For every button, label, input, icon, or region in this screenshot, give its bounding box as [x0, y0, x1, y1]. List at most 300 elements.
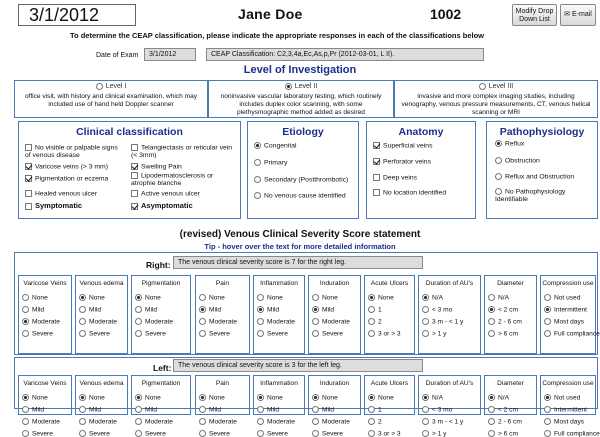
etiology-congenital[interactable] [254, 142, 297, 150]
left-radio[interactable] [257, 430, 264, 437]
clinical-c4b-checkbox[interactable] [131, 172, 138, 179]
anatomy-superficial-checkbox[interactable] [373, 142, 380, 149]
right-col-7-option[interactable] [422, 318, 463, 325]
etiology-primary-radio[interactable] [254, 159, 261, 166]
etiology-none[interactable] [254, 192, 346, 200]
left-radio[interactable] [488, 406, 495, 413]
right-radio[interactable] [422, 306, 429, 313]
left-radio[interactable] [312, 394, 319, 401]
option-label: Moderate [267, 418, 295, 426]
right-radio[interactable] [79, 294, 86, 301]
left-radio[interactable] [544, 418, 551, 425]
option-label: Severe [89, 430, 110, 437]
option-label: N/A [498, 394, 509, 402]
right-radio[interactable] [22, 318, 29, 325]
left-col-4-option[interactable] [257, 406, 279, 413]
option-label: Mild [89, 406, 102, 414]
left-radio[interactable] [135, 394, 142, 401]
right-col-2-option[interactable] [135, 330, 166, 337]
left-radio[interactable] [79, 406, 86, 413]
left-radio[interactable] [488, 418, 495, 425]
right-radio[interactable] [422, 330, 429, 337]
left-col-title: Venous edema [79, 380, 124, 387]
right-col-2-option[interactable] [135, 318, 173, 325]
option-label: < 3 mo [432, 306, 453, 314]
clinical-c5-label: Healed venous ulcer [35, 190, 97, 198]
asymptomatic-option[interactable] [131, 202, 193, 210]
left-radio[interactable] [22, 406, 29, 413]
right-radio[interactable] [488, 306, 495, 313]
asymptomatic-checkbox[interactable] [131, 203, 138, 210]
level-3-box[interactable] [394, 80, 598, 118]
modify-drop-down-button[interactable]: Modify Drop Down List [512, 4, 557, 26]
right-radio[interactable] [199, 294, 206, 301]
right-radio[interactable] [135, 306, 142, 313]
right-radio[interactable] [368, 330, 375, 337]
symptomatic-option[interactable] [25, 202, 82, 210]
right-radio[interactable] [368, 306, 375, 313]
anatomy-superficial[interactable] [373, 142, 433, 150]
left-col-9-option[interactable] [544, 406, 587, 413]
left-col-7-option[interactable] [422, 406, 452, 413]
right-col-0 [18, 275, 72, 354]
level-1-radio[interactable] [96, 83, 103, 90]
right-col-4 [253, 275, 305, 354]
right-radio[interactable] [422, 318, 429, 325]
exam-date-field[interactable]: 3/1/2012 [144, 48, 196, 61]
right-radio[interactable] [22, 306, 29, 313]
level-1-option[interactable] [15, 81, 207, 92]
anatomy-deep-label: Deep veins [383, 174, 418, 182]
left-radio[interactable] [22, 394, 29, 401]
right-radio[interactable] [199, 330, 206, 337]
right-col-9-option[interactable] [544, 306, 587, 313]
right-col-5-option[interactable] [312, 306, 334, 313]
clinical-c5[interactable] [25, 190, 97, 198]
left-radio[interactable] [79, 394, 86, 401]
right-col-1-option[interactable] [79, 318, 117, 325]
option-label: Moderate [32, 418, 60, 426]
option-label: Intermittent [554, 306, 587, 314]
option-label: 3 or > 3 [378, 330, 401, 338]
right-radio[interactable] [199, 306, 206, 313]
left-col-0-option[interactable] [22, 418, 60, 425]
patho-obstruction-label: Obstruction [505, 157, 540, 165]
clinical-c1[interactable] [131, 144, 239, 160]
left-radio[interactable] [422, 406, 429, 413]
right-radio[interactable] [488, 294, 495, 301]
right-radio[interactable] [199, 318, 206, 325]
left-radio[interactable] [79, 430, 86, 437]
left-col-5-option[interactable] [312, 394, 338, 401]
left-col-1-option[interactable] [79, 430, 110, 437]
right-radio[interactable] [257, 318, 264, 325]
right-col-9-option[interactable] [544, 318, 584, 325]
left-radio[interactable] [368, 406, 375, 413]
left-col-1-option[interactable] [79, 418, 117, 425]
clinical-c2-label: Varicose veins (> 3 mm) [35, 163, 108, 171]
left-col-8-option[interactable] [488, 406, 518, 413]
option-label: Moderate [145, 318, 173, 326]
option-label: 3 or > 3 [378, 430, 401, 437]
etiology-panel [247, 121, 359, 219]
patho-obstruction[interactable] [495, 157, 540, 165]
right-radio[interactable] [544, 318, 551, 325]
clinical-c6[interactable] [131, 190, 200, 198]
left-col-6-option[interactable] [368, 406, 382, 413]
option-label: Mild [267, 406, 280, 414]
anatomy-superficial-label: Superficial veins [383, 142, 433, 150]
patho-both-radio[interactable] [495, 173, 502, 180]
option-label: Moderate [145, 418, 173, 426]
etiology-secondary-label: Secondary (Postthrombotic) [264, 176, 349, 184]
left-col-8-option[interactable] [488, 394, 509, 401]
left-col-4-option[interactable] [257, 394, 283, 401]
option-label: Severe [145, 430, 166, 437]
left-col-8 [484, 375, 537, 437]
left-col-7-option[interactable] [422, 394, 443, 401]
etiology-congenital-radio[interactable] [254, 142, 261, 149]
right-col-7-option[interactable] [422, 330, 446, 337]
email-button[interactable] [560, 4, 596, 26]
left-radio[interactable] [257, 406, 264, 413]
left-radio[interactable] [199, 430, 206, 437]
right-col-6-option[interactable] [368, 330, 401, 337]
right-radio[interactable] [257, 306, 264, 313]
left-radio[interactable] [422, 418, 429, 425]
left-radio[interactable] [79, 418, 86, 425]
email-icon: ✉ [564, 11, 571, 18]
option-label: 1 [378, 406, 382, 414]
option-label: Mild [32, 406, 45, 414]
left-radio[interactable] [199, 418, 206, 425]
right-col-5-option[interactable] [312, 294, 338, 301]
option-label: Mild [209, 306, 222, 314]
right-radio[interactable] [22, 294, 29, 301]
clinical-c3[interactable] [131, 163, 182, 171]
left-col-5-option[interactable] [312, 406, 334, 413]
clinical-c0[interactable] [25, 144, 125, 160]
left-col-3 [195, 375, 250, 437]
patho-both-label: Reflux and Obstruction [505, 173, 575, 181]
left-radio[interactable] [422, 394, 429, 401]
patho-obstruction-radio[interactable] [495, 157, 502, 164]
left-radio[interactable] [22, 418, 29, 425]
left-radio[interactable] [135, 418, 142, 425]
left-col-7-option[interactable] [422, 430, 446, 437]
right-radio[interactable] [135, 294, 142, 301]
left-col-9 [540, 375, 600, 437]
level-1-box[interactable] [14, 80, 208, 118]
left-col-3-option[interactable] [199, 418, 237, 425]
left-col-4-option[interactable] [257, 418, 295, 425]
left-radio[interactable] [199, 394, 206, 401]
option-label: Moderate [209, 418, 237, 426]
right-radio[interactable] [312, 330, 319, 337]
clinical-c0-checkbox[interactable] [25, 144, 32, 151]
right-radio[interactable] [312, 318, 319, 325]
anatomy-deep-checkbox[interactable] [373, 174, 380, 181]
symptomatic-checkbox[interactable] [25, 203, 32, 210]
option-label: Moderate [89, 418, 117, 426]
right-col-3-option[interactable] [199, 306, 221, 313]
right-col-7-option[interactable] [422, 306, 452, 313]
right-col-1 [75, 275, 128, 354]
left-col-6-option[interactable] [368, 430, 401, 437]
left-radio[interactable] [199, 406, 206, 413]
option-label: Mild [209, 406, 222, 414]
right-col-0-option[interactable] [22, 330, 53, 337]
level-2-option[interactable] [209, 81, 393, 92]
left-radio[interactable] [368, 418, 375, 425]
left-col-9-option[interactable] [544, 394, 580, 401]
right-radio[interactable] [79, 330, 86, 337]
clinical-c5-checkbox[interactable] [25, 190, 32, 197]
right-col-9-option[interactable] [544, 330, 600, 337]
option-label: Severe [209, 330, 230, 338]
left-col-5-option[interactable] [312, 418, 350, 425]
option-label: Severe [267, 330, 288, 338]
right-col-1-option[interactable] [79, 306, 101, 313]
right-col-7 [418, 275, 481, 354]
option-label: 2 [378, 418, 382, 426]
left-radio[interactable] [22, 430, 29, 437]
left-col-9-option[interactable] [544, 430, 600, 437]
right-col-4-option[interactable] [257, 318, 295, 325]
left-radio[interactable] [368, 430, 375, 437]
option-label: Mild [145, 406, 158, 414]
left-col-0 [18, 375, 72, 437]
option-label: None [32, 394, 48, 402]
left-col-title: Compression use [542, 380, 594, 387]
option-label: Moderate [322, 318, 350, 326]
anatomy-perforator-checkbox[interactable] [373, 158, 380, 165]
right-radio[interactable] [22, 330, 29, 337]
right-col-5-option[interactable] [312, 330, 343, 337]
right-col-4-option[interactable] [257, 294, 283, 301]
option-label: 2 [378, 318, 382, 326]
right-col-0-option[interactable] [22, 306, 44, 313]
level-3-label: Level III [488, 83, 514, 90]
right-col-7-option[interactable] [422, 294, 443, 301]
right-col-4-option[interactable] [257, 306, 279, 313]
level-1-label: Level I [105, 83, 127, 90]
left-col-4-option[interactable] [257, 430, 288, 437]
right-col-6-option[interactable] [368, 294, 394, 301]
etiology-congenital-label: Congenital [264, 142, 297, 150]
left-col-2-option[interactable] [135, 406, 157, 413]
level-3-radio[interactable] [479, 83, 486, 90]
right-col-8-option[interactable] [488, 318, 522, 325]
right-label: Right: [146, 260, 171, 270]
left-radio[interactable] [312, 406, 319, 413]
right-col-2-option[interactable] [135, 294, 161, 301]
right-radio[interactable] [257, 294, 264, 301]
clinical-c4a[interactable] [25, 175, 108, 183]
clinical-c3-checkbox[interactable] [131, 163, 138, 170]
etiology-primary[interactable] [254, 159, 287, 167]
option-label: Severe [209, 430, 230, 437]
anatomy-perforator[interactable] [373, 158, 431, 166]
option-label: None [145, 394, 161, 402]
right-radio[interactable] [312, 294, 319, 301]
option-label: None [322, 394, 338, 402]
option-label: > 6 cm [498, 430, 518, 437]
left-col-3-option[interactable] [199, 406, 221, 413]
left-radio[interactable] [488, 394, 495, 401]
left-col-9-option[interactable] [544, 418, 584, 425]
left-radio[interactable] [312, 430, 319, 437]
left-col-2-option[interactable] [135, 418, 173, 425]
left-col-1-option[interactable] [79, 406, 101, 413]
right-col-9-option[interactable] [544, 294, 580, 301]
patho-none[interactable] [495, 188, 595, 204]
right-radio[interactable] [312, 306, 319, 313]
clinical-c1-checkbox[interactable] [131, 144, 138, 151]
left-col-0-option[interactable] [22, 406, 44, 413]
clinical-c2[interactable] [25, 163, 108, 171]
right-col-title: Acute Ulcers [370, 280, 409, 287]
vcss-title: (revised) Venous Clinical Severity Score statement [179, 229, 421, 240]
option-label: 2 - 6 cm [498, 418, 522, 426]
left-col-3-option[interactable] [199, 394, 225, 401]
left-col-0-option[interactable] [22, 430, 53, 437]
option-label: N/A [498, 294, 509, 302]
right-col-4-option[interactable] [257, 330, 288, 337]
left-radio[interactable] [544, 430, 551, 437]
etiology-none-radio[interactable] [254, 192, 261, 199]
left-radio[interactable] [422, 430, 429, 437]
level-2-radio[interactable] [285, 83, 292, 90]
left-col-title: Induration [319, 380, 350, 387]
clinical-c2-checkbox[interactable] [25, 163, 32, 170]
left-radio[interactable] [544, 406, 551, 413]
clinical-c4a-checkbox[interactable] [25, 175, 32, 182]
pathophysiology-panel [486, 121, 598, 219]
clinical-c1-label: Telangiectasis or reticular vein (< 3mm) [131, 144, 233, 160]
right-radio[interactable] [257, 330, 264, 337]
left-col-2-option[interactable] [135, 394, 161, 401]
right-col-8-option[interactable] [488, 330, 518, 337]
option-label: None [322, 294, 338, 302]
right-radio[interactable] [79, 306, 86, 313]
right-radio[interactable] [368, 318, 375, 325]
right-col-0-option[interactable] [22, 294, 48, 301]
option-label: Not used [554, 394, 581, 402]
left-radio[interactable] [544, 394, 551, 401]
left-radio[interactable] [488, 430, 495, 437]
left-radio[interactable] [257, 394, 264, 401]
right-col-1-option[interactable] [79, 294, 105, 301]
option-label: Severe [32, 430, 53, 437]
clinical-c4b[interactable] [131, 172, 239, 188]
right-col-6-option[interactable] [368, 306, 382, 313]
option-label: Moderate [89, 318, 117, 326]
right-radio[interactable] [544, 330, 551, 337]
patho-both[interactable] [495, 173, 574, 181]
right-col-6-option[interactable] [368, 318, 382, 325]
patho-reflux[interactable] [495, 140, 524, 148]
anatomy-none-checkbox[interactable] [373, 189, 380, 196]
right-col-8-option[interactable] [488, 294, 509, 301]
clinical-c6-checkbox[interactable] [131, 190, 138, 197]
patho-none-radio[interactable] [495, 188, 502, 195]
etiology-secondary-radio[interactable] [254, 176, 261, 183]
anatomy-deep[interactable] [373, 174, 417, 182]
option-label: Severe [267, 430, 288, 437]
anatomy-none[interactable] [373, 189, 446, 197]
left-col-0-option[interactable] [22, 394, 48, 401]
left-radio[interactable] [135, 406, 142, 413]
option-label: Not used [554, 294, 581, 302]
etiology-secondary[interactable] [254, 176, 348, 184]
left-col-3-option[interactable] [199, 430, 230, 437]
right-col-3-option[interactable] [199, 294, 225, 301]
left-radio[interactable] [135, 430, 142, 437]
option-label: > 1 y [432, 430, 447, 437]
right-col-title: Pigmentation [141, 280, 181, 287]
right-radio[interactable] [422, 294, 429, 301]
right-radio[interactable] [544, 306, 551, 313]
anatomy-title: Anatomy [398, 126, 444, 138]
right-col-2-option[interactable] [135, 306, 157, 313]
option-label: Severe [32, 330, 53, 338]
right-radio[interactable] [488, 330, 495, 337]
level-2-box[interactable] [208, 80, 394, 118]
etiology-title: Etiology [282, 126, 324, 138]
right-radio[interactable] [79, 318, 86, 325]
left-col-8-option[interactable] [488, 430, 518, 437]
right-col-1-option[interactable] [79, 330, 110, 337]
left-col-title: Varicose Veins [23, 380, 67, 387]
left-col-6-option[interactable] [368, 394, 394, 401]
left-col-6-option[interactable] [368, 418, 382, 425]
ceap-classification-field: CEAP Classification: C2,3,4a,Ec,As,p,Pr (2012-03-01, L II). [206, 48, 484, 61]
right-radio[interactable] [544, 294, 551, 301]
right-col-5-option[interactable] [312, 318, 350, 325]
left-radio[interactable] [368, 394, 375, 401]
right-col-0-option[interactable] [22, 318, 60, 325]
left-col-2-option[interactable] [135, 430, 166, 437]
right-radio[interactable] [368, 294, 375, 301]
left-col-1-option[interactable] [79, 394, 105, 401]
level-2-label: Level II [294, 83, 318, 90]
option-label: Intermittent [554, 406, 587, 414]
right-radio[interactable] [135, 318, 142, 325]
right-col-8-option[interactable] [488, 306, 518, 313]
right-radio[interactable] [488, 318, 495, 325]
left-radio[interactable] [312, 418, 319, 425]
right-col-3-option[interactable] [199, 330, 230, 337]
option-label: None [209, 294, 225, 302]
level-3-option[interactable] [395, 81, 597, 92]
etiology-primary-label: Primary [264, 159, 288, 167]
left-col-5-option[interactable] [312, 430, 343, 437]
left-radio[interactable] [257, 418, 264, 425]
right-col-3-option[interactable] [199, 318, 237, 325]
right-radio[interactable] [135, 330, 142, 337]
exam-date-display: 3/1/2012 [18, 4, 136, 26]
right-col-5 [308, 275, 361, 354]
right-score-field: The venous clinical severity score is 7 for the right leg. [173, 256, 423, 269]
left-col-7-option[interactable] [422, 418, 463, 425]
left-col-8-option[interactable] [488, 418, 522, 425]
patho-reflux-radio[interactable] [495, 140, 502, 147]
left-label: Left: [153, 363, 172, 373]
option-label: Mild [145, 306, 158, 314]
right-col-8 [484, 275, 537, 354]
left-col-5 [308, 375, 361, 437]
